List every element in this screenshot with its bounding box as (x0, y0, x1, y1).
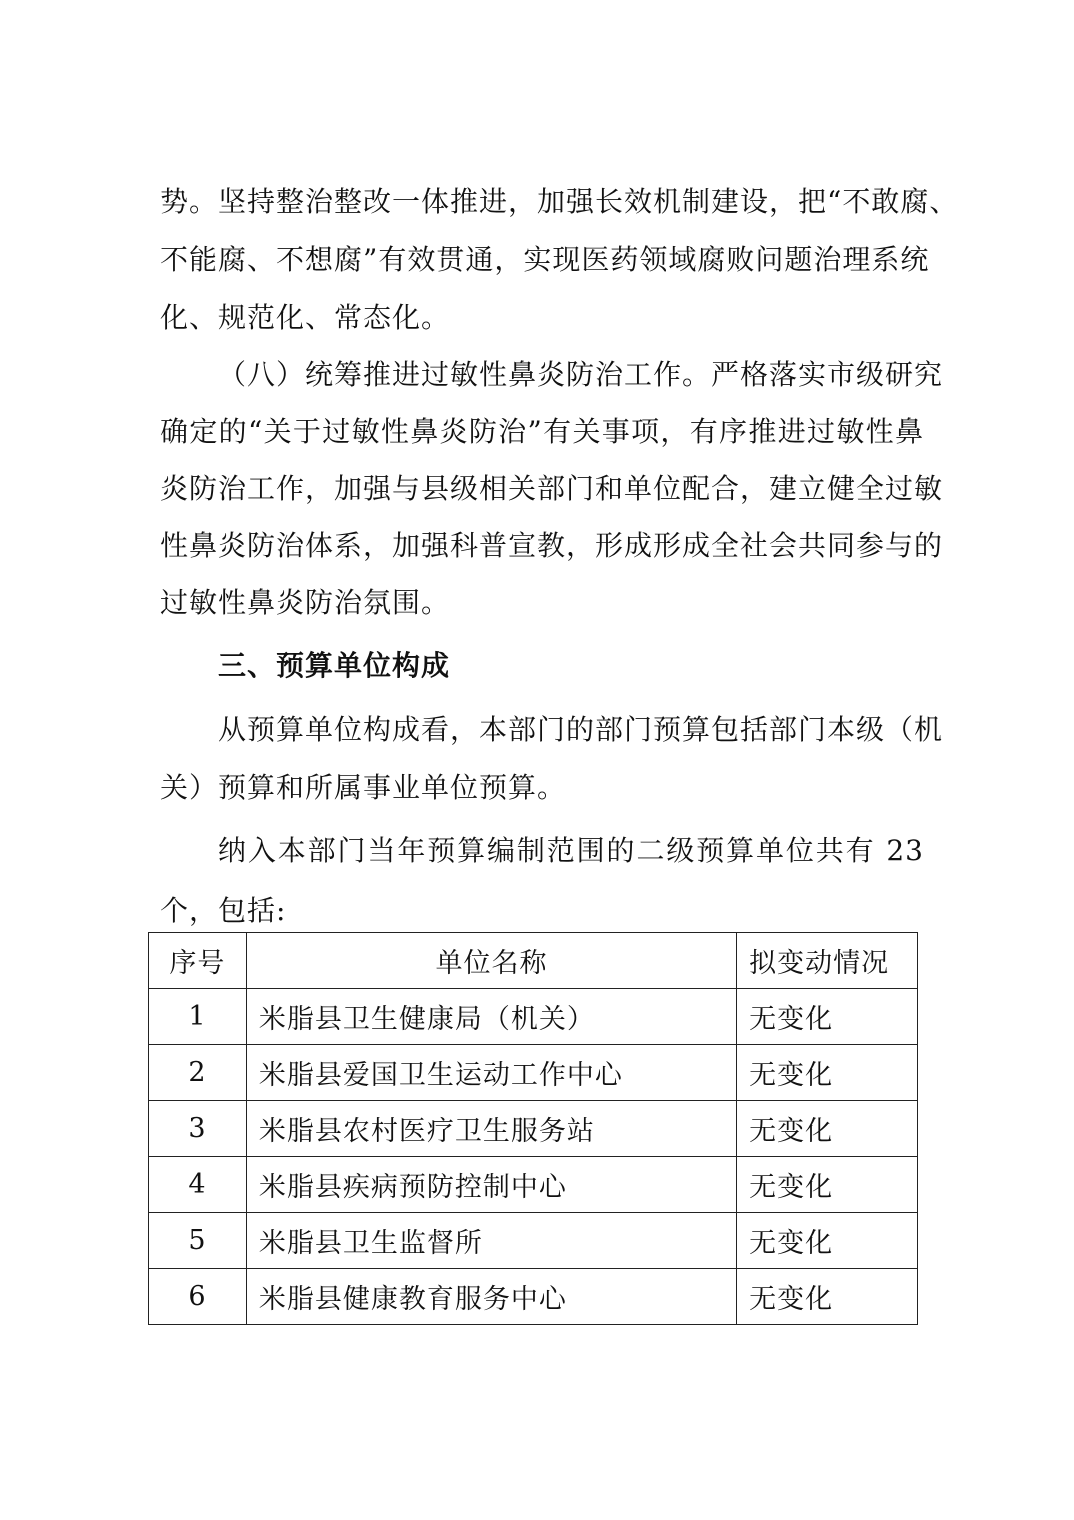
cell-change-status: 无变化 (737, 1101, 918, 1157)
cell-change-status: 无变化 (737, 1213, 918, 1269)
cell-change-status: 无变化 (737, 989, 918, 1045)
cell-unit-name: 米脂县农村医疗卫生服务站 (246, 1101, 736, 1157)
paragraph-line: 过敏性鼻炎防治氛围。 (160, 586, 451, 619)
table-row (149, 1045, 918, 1101)
table-row (149, 1213, 918, 1269)
paragraph-line: 势。坚持整治整改一体推进，加强长效机制建设，把“不敢腐、 (160, 185, 959, 218)
table-header-row (149, 933, 918, 989)
paragraph-line: 从预算单位构成看，本部门的部门预算包括部门本级（机 (218, 713, 944, 746)
cell-unit-name: 米脂县疾病预防控制中心 (246, 1157, 736, 1213)
section-heading: 三、预算单位构成 (218, 649, 451, 682)
paragraph-line: 化、规范化、常态化。 (160, 301, 451, 334)
cell-change-status: 无变化 (737, 1269, 918, 1325)
paragraph-line: 炎防治工作，加强与县级相关部门和单位配合，建立健全过敏 (160, 472, 944, 505)
cell-serial: 1 (149, 989, 247, 1045)
paragraph-line: 不能腐、不想腐”有效贯通，实现医药领域腐败问题治理系统 (160, 243, 930, 276)
table-row (149, 989, 918, 1045)
cell-change-status: 无变化 (737, 1157, 918, 1213)
column-header-change-status: 拟变动情况 (737, 933, 918, 989)
budget-units-table (148, 932, 918, 1325)
cell-serial: 5 (149, 1213, 247, 1269)
cell-unit-name: 米脂县健康教育服务中心 (246, 1269, 736, 1325)
paragraph-line: 关）预算和所属事业单位预算。 (160, 771, 567, 804)
cell-unit-name: 米脂县卫生健康局（机关） (246, 989, 736, 1045)
cell-unit-name: 米脂县爱国卫生运动工作中心 (246, 1045, 736, 1101)
paragraph-line: 确定的“关于过敏性鼻炎防治”有关事项，有序推进过敏性鼻 (160, 415, 924, 448)
table-row (149, 1101, 918, 1157)
cell-change-status: 无变化 (737, 1045, 918, 1101)
table-row (149, 1269, 918, 1325)
cell-serial: 2 (149, 1045, 247, 1101)
paragraph-line: 个，包括: (160, 894, 287, 927)
cell-serial: 3 (149, 1101, 247, 1157)
table-row (149, 1157, 918, 1213)
paragraph-line: 性鼻炎防治体系，加强科普宣教，形成形成全社会共同参与的 (160, 529, 944, 562)
column-header-unit-name: 单位名称 (246, 933, 736, 989)
cell-serial: 6 (149, 1269, 247, 1325)
cell-serial: 4 (149, 1157, 247, 1213)
cell-unit-name: 米脂县卫生监督所 (246, 1213, 736, 1269)
column-header-serial: 序号 (149, 933, 247, 989)
paragraph-line: （八）统筹推进过敏性鼻炎防治工作。严格落实市级研究 (218, 358, 944, 391)
paragraph-line: 纳入本部门当年预算编制范围的二级预算单位共有 23 (218, 834, 924, 867)
